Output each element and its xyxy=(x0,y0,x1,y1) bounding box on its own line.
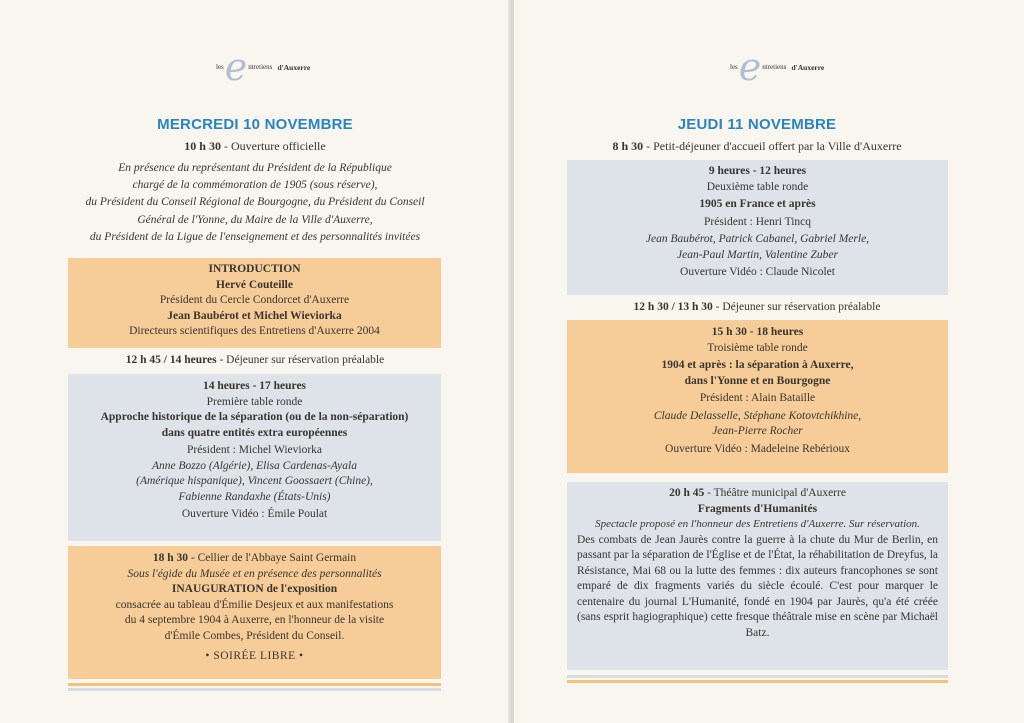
lunch-time: 12 h 30 / 13 h 30 xyxy=(633,301,713,313)
logo-e-icon: e xyxy=(224,45,248,89)
presence-line: du Président de la Ligue de l'enseignement et des personnalités invitées xyxy=(89,230,421,243)
session-president: Président : Henri Tincq xyxy=(703,215,811,228)
video-line: Ouverture Vidéo : Madeleine Rebérioux xyxy=(665,442,850,455)
session-time: 14 heures - 17 heures xyxy=(202,380,307,392)
lunch-text: - Déjeuner sur réservation préalable xyxy=(216,354,385,366)
theatre-box xyxy=(567,482,948,670)
logo-e-icon: e xyxy=(738,45,762,89)
session-label: Troisième table ronde xyxy=(707,341,808,354)
breakfast-time: 8 h 30 xyxy=(612,139,644,153)
entretiens-logo xyxy=(216,45,311,89)
left-page xyxy=(0,0,510,723)
speaker-line: Jean-Paul Martin, Valentine Zuber xyxy=(677,248,838,261)
day-title: MERCREDI 10 NOVEMBRE xyxy=(157,116,353,133)
theatre-time: 20 h 45 xyxy=(669,487,705,499)
session-time: 15 h 30 - 18 heures xyxy=(711,326,804,338)
evening-time: 18 h 30 xyxy=(152,552,188,564)
intro-box xyxy=(68,258,441,348)
session-title: Approche historique de la séparation (ou de la non-séparation) xyxy=(100,411,409,423)
session-president: Président : Alain Bataille xyxy=(699,392,816,404)
presence-line: Général de l'Yonne, du Maire de la Ville d'Auxerre, xyxy=(137,213,373,226)
intro-name: Hervé Couteille xyxy=(216,278,293,291)
opening-line xyxy=(0,139,510,154)
theatre-note: Spectacle proposé en l'honneur des Entretiens d'Auxerre. Sur réservation. xyxy=(595,518,920,530)
theatre-body: Des combats de Jean Jaurès contre la guerre à la chute du Mur de Berlin, en passant par la séparation de l'Église et de l'État, la réhabilitation de Dreyfus, la Résistance, Mai 68 ou la lutte des femmes : dix auteurs francophones se sont emparé de dix fragments variés du siècle écoulé. C'est pour marquer le centenaire du journal L'Humanité, fondé en 1904 par Jaurès, qu'a été créée (sans esprit hagiographique) cette fresque théâtrale mise en scène par Michaël Batz. xyxy=(577,533,938,639)
speaker-line: Jean Baubérot, Patrick Cabanel, Gabriel Merle, xyxy=(645,233,870,245)
logo-pre: les xyxy=(730,63,738,71)
right-page xyxy=(514,0,1024,723)
divider xyxy=(567,680,948,683)
soiree-libre: • SOIRÉE LIBRE • xyxy=(205,650,304,662)
theatre-title: Fragments d'Humanités xyxy=(697,502,818,515)
lunch-time: 12 h 45 / 14 heures xyxy=(125,354,217,366)
intro-role: Président du Cercle Condorcet d'Auxerre xyxy=(159,294,350,306)
video-line: Ouverture Vidéo : Émile Poulat xyxy=(181,508,328,520)
breakfast-text: - Petit-déjeuner d'accueil offert par la Ville d'Auxerre xyxy=(643,139,902,153)
session-title: 1905 en France et après xyxy=(699,198,816,210)
entretiens-logo xyxy=(730,45,825,89)
session-box xyxy=(68,374,441,541)
session-title: dans quatre entités extra européennes xyxy=(161,426,348,439)
logo-suffix: d'Auxerre xyxy=(277,62,311,72)
evening-box xyxy=(68,546,441,679)
divider xyxy=(567,675,948,678)
speaker-line: Fabienne Randaxhe (États-Unis) xyxy=(178,490,331,503)
session-label: Première table ronde xyxy=(206,395,303,408)
speaker-line: Anne Bozzo (Algérie), Elisa Cardenas-Ayala xyxy=(152,459,357,472)
speaker-line: (Amérique hispanique), Vincent Goossaert (Chine), xyxy=(136,475,373,487)
session-box xyxy=(567,320,948,473)
divider xyxy=(68,683,441,686)
evening-auspices: Sous l'égide du Musée et en présence des personnalités xyxy=(127,567,382,580)
evening-place: - Cellier de l'Abbaye Saint Germain xyxy=(188,552,357,564)
evening-desc: du 4 septembre 1904 à Auxerre, en l'honneur de la visite xyxy=(124,614,385,626)
session-label: Deuxième table ronde xyxy=(706,180,809,193)
presence-line: du Président du Conseil Régional de Bourgogne, du Président du Conseil xyxy=(85,196,425,209)
opening-time: 10 h 30 xyxy=(184,139,221,153)
session-time: 9 heures - 12 heures xyxy=(708,165,807,177)
evening-desc: consacrée au tableau d'Émilie Desjeux et aux manifestations xyxy=(115,598,394,611)
theatre-place: - Théâtre municipal d'Auxerre xyxy=(704,487,846,499)
presence-line: En présence du représentant du Président de la République xyxy=(118,162,392,174)
session-title: dans l'Yonne et en Bourgogne xyxy=(684,374,831,387)
lunch-text: - Déjeuner sur réservation préalable xyxy=(712,301,881,313)
logo-brand: ntretiens xyxy=(762,63,787,71)
divider xyxy=(68,688,441,691)
breakfast-line xyxy=(514,139,1000,154)
session-box xyxy=(567,160,948,295)
lunch-line xyxy=(514,301,1000,313)
logo-suffix: d'Auxerre xyxy=(791,62,825,72)
session-title: 1904 et après : la séparation à Auxerre, xyxy=(661,359,854,371)
intro-role: Directeurs scientifiques des Entretiens d'Auxerre 2004 xyxy=(129,325,380,337)
inauguration-title: INAUGURATION de l'exposition xyxy=(171,583,338,595)
presence-block xyxy=(20,160,490,246)
day-title: JEUDI 11 NOVEMBRE xyxy=(677,116,837,133)
logo-pre: les xyxy=(216,63,224,71)
speaker-line: Jean-Pierre Rocher xyxy=(712,425,803,437)
speaker-line: Claude Delasselle, Stéphane Kotovtchikhine, xyxy=(653,409,862,422)
session-president: Président : Michel Wieviorka xyxy=(186,444,323,456)
opening-text: - Ouverture officielle xyxy=(220,139,326,153)
presence-line: chargé de la commémoration de 1905 (sous réserve), xyxy=(132,179,378,192)
intro-name: Jean Baubérot et Michel Wieviorka xyxy=(167,309,342,322)
intro-heading: INTRODUCTION xyxy=(208,263,301,275)
video-line: Ouverture Vidéo : Claude Nicolet xyxy=(680,266,835,278)
logo-brand: ntretiens xyxy=(248,63,273,71)
lunch-line xyxy=(0,354,510,366)
evening-desc: d'Émile Combes, Président du Conseil. xyxy=(164,629,345,642)
